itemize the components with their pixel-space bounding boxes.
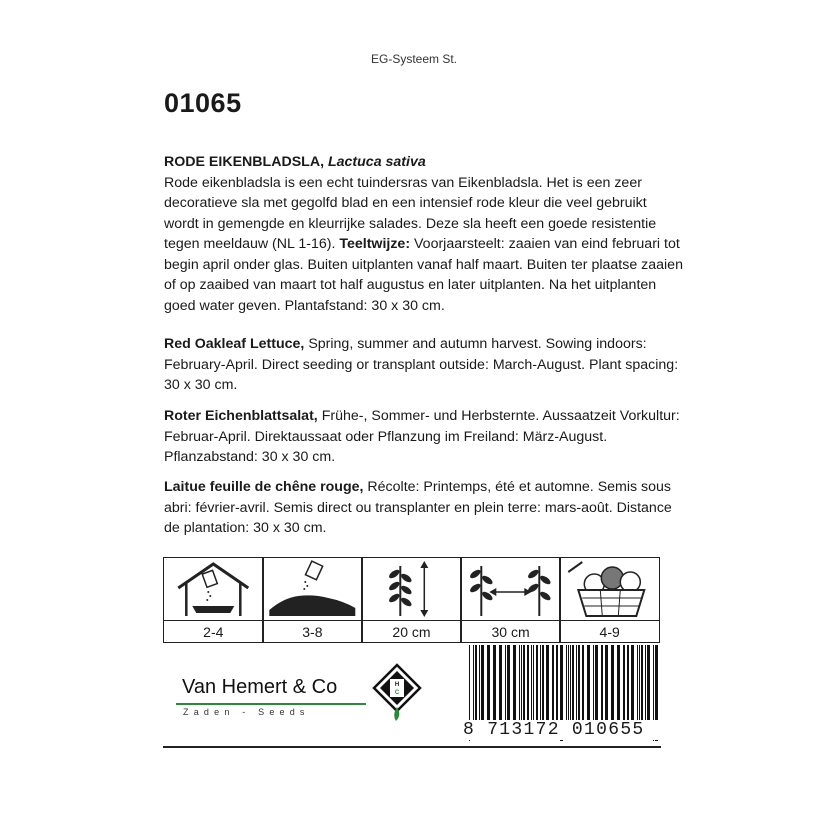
plant-height-icon — [362, 558, 461, 620]
barcode-bar — [572, 645, 574, 723]
barcode-number: 8 713172 010655 — [463, 720, 663, 740]
icon-cell-sow-indoors — [163, 557, 264, 643]
icon-cell-harvest — [559, 557, 660, 643]
barcode-bar — [475, 645, 477, 723]
brand-name: Van Hemert & Co — [182, 676, 338, 698]
cultivation-icons — [163, 557, 660, 643]
barcode-bar — [578, 645, 580, 723]
icon-value: 2-4 — [203, 624, 224, 640]
brand-emblem-icon — [372, 663, 422, 723]
barcode-bar — [487, 645, 490, 723]
icon-value: 4-9 — [599, 624, 620, 640]
barcode-bar — [587, 645, 590, 723]
barcode-bar — [582, 645, 584, 723]
barcode-bar — [521, 645, 522, 723]
svg-text:C: C — [394, 690, 400, 696]
barcode-bar — [595, 645, 598, 723]
barcode-bar — [552, 645, 554, 723]
icon-value: 3-8 — [302, 624, 323, 640]
plant-spacing-icon — [461, 558, 560, 620]
barcode-bar — [566, 645, 567, 723]
barcode-bar — [647, 645, 650, 723]
barcode-bar — [631, 645, 634, 723]
barcode-bar — [570, 645, 571, 723]
barcode-bar — [627, 645, 629, 723]
description-en — [164, 334, 684, 396]
barcode-bar — [540, 645, 541, 723]
barcode-bar — [527, 645, 529, 723]
barcode-bar — [605, 645, 608, 723]
description-nl — [164, 152, 684, 316]
barcode-bar — [493, 645, 496, 723]
barcode-bar — [473, 645, 474, 723]
icon-cell-sow-outdoors — [262, 557, 363, 643]
title-fr: Laitue feuille de chêne rouge, — [164, 479, 364, 495]
sow-indoors-icon — [164, 558, 263, 620]
barcode-bar — [505, 645, 506, 723]
barcode-bar — [507, 645, 510, 723]
barcode-bar — [481, 645, 484, 723]
barcode-bar — [623, 645, 625, 723]
barcode-bar — [645, 645, 646, 723]
barcode-bar — [593, 645, 594, 723]
text-nl-1: Rode eikenbladsla is een echt tuindersras van Eikenbladsla. Het is een zeer decoratieve sla met gegolfd blad en een intensief rode kleur die veel gebruikt wordt in gemengde en kleurrijke salades. Deze sla heeft een goede resistentie tegen meeldauw (NL 1-16). — [164, 174, 657, 252]
barcode-bar — [542, 645, 544, 723]
latin-name: Lactuca sativa — [327, 154, 426, 170]
icon-cell-plant-spacing — [460, 557, 561, 643]
sow-outdoors-icon — [263, 558, 362, 620]
barcode-bar — [601, 645, 603, 723]
barcode-bar — [523, 645, 525, 723]
article-code: 01065 — [164, 88, 242, 118]
teeltwijze-label: Teeltwijze: — [339, 236, 411, 252]
brand-underline — [176, 703, 366, 705]
icon-value: 20 cm — [392, 624, 431, 640]
system-label: EG-Systeem St. — [370, 52, 458, 66]
barcode-bar — [568, 645, 569, 723]
title-nl: RODE EIKENBLADSLA, — [164, 154, 325, 170]
barcode-bar — [513, 645, 516, 723]
barcode-bar — [479, 645, 480, 723]
bottom-divider — [163, 746, 661, 748]
barcode-bar — [546, 645, 549, 723]
title-de: Roter Eichenblattsalat, — [164, 408, 318, 424]
barcode-bar — [531, 645, 532, 723]
barcode-bar — [637, 645, 638, 723]
title-en: Red Oakleaf Lettuce, — [164, 336, 305, 352]
barcode-bar — [499, 645, 502, 723]
description-fr — [164, 477, 684, 539]
barcode-bar — [639, 645, 640, 723]
barcode-bar — [611, 645, 614, 723]
icon-cell-plant-height — [361, 557, 462, 643]
text-nl-2: Voorjaarsteelt: zaaien van eind februari tot begin april onder glas. Buiten uitplanten vanaf half maart. Buiten ter plaatse zaaien of op zaaibed van maart tot half augustus en later uitplanten. Na het uitplanten goed water geven. Plantafstand: 30 x 30 cm. — [164, 236, 683, 314]
icon-value: 30 cm — [491, 624, 530, 640]
barcode-bar — [576, 645, 577, 723]
barcode-bar — [617, 645, 620, 723]
barcode-bar — [533, 645, 534, 723]
text-de: Frühe-, Sommer- und Herbsternte. Aussaatzeit Vorkultur: Februar-April. Direktaussaat oder Pflanzung im Freiland: März-August. Pflanzabstand: 30 x 30 cm. — [164, 408, 680, 465]
text-fr: Récolte: Printemps, été et automne. Semis sous abri: février-avril. Semis direct ou transplanter en plein terre: mars-août. Distance de plantation: 30 x 30 cm. — [164, 479, 672, 536]
harvest-basket-icon — [560, 558, 659, 620]
barcode-bar — [556, 645, 558, 723]
svg-text:H: H — [394, 682, 400, 688]
barcode-bar — [519, 645, 520, 723]
brand-tagline: Zaden - Seeds — [183, 707, 310, 717]
barcode-bar — [641, 645, 643, 723]
description-de — [164, 406, 684, 468]
barcode-bar — [536, 645, 538, 723]
text-en: Spring, summer and autumn harvest. Sowing indoors: February-April. Direct seeding or transplant outside: March-August. Plant spacing: 30 x 30 cm. — [164, 336, 679, 393]
